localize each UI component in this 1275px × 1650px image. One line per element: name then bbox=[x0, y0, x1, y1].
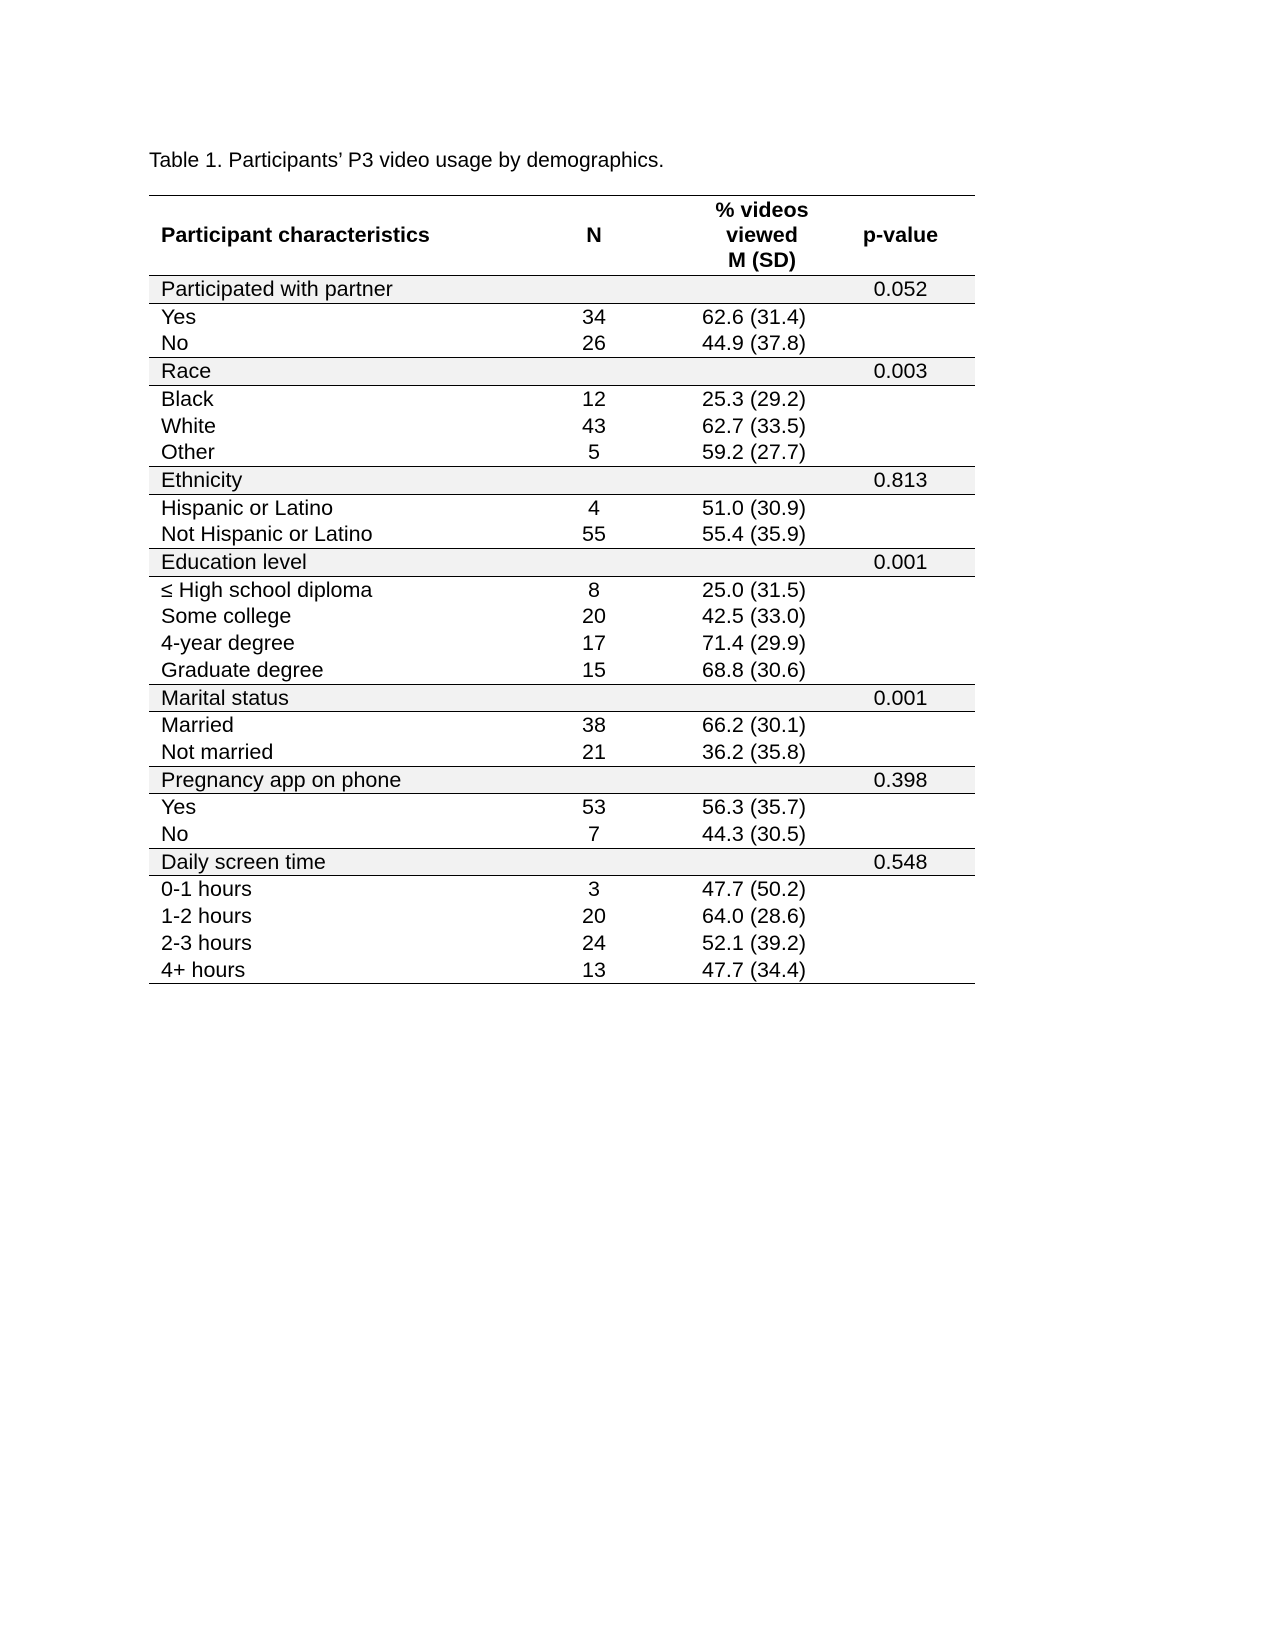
row-label: ≤ High school diploma bbox=[161, 577, 373, 602]
header-pct-line-1: % videos bbox=[715, 198, 809, 222]
row-p-value-cell bbox=[826, 903, 975, 930]
table-row bbox=[149, 603, 975, 630]
header-n: N bbox=[586, 223, 602, 247]
row-n: 17 bbox=[582, 631, 606, 656]
table-caption: Table 1. Participants’ P3 video usage by demographics. bbox=[149, 149, 665, 172]
row-p-value-cell bbox=[826, 930, 975, 957]
table-row bbox=[149, 439, 975, 466]
group-label: Pregnancy app on phone bbox=[161, 767, 402, 792]
row-n: 7 bbox=[588, 822, 600, 847]
row-p-value-cell bbox=[826, 521, 975, 548]
row-n: 53 bbox=[582, 795, 606, 820]
row-n: 12 bbox=[582, 386, 606, 411]
row-p-value-cell bbox=[826, 494, 975, 521]
table-row bbox=[149, 657, 975, 684]
row-pct-videos-viewed: 59.2 (27.7) bbox=[702, 440, 806, 465]
group-pct-cell bbox=[668, 848, 826, 876]
row-pct-videos-viewed: 47.7 (50.2) bbox=[702, 877, 806, 902]
row-label: 4+ hours bbox=[161, 957, 246, 982]
row-label: Yes bbox=[161, 795, 197, 820]
header-participant-characteristics: Participant characteristics bbox=[161, 223, 430, 247]
table-row bbox=[149, 794, 975, 821]
row-n: 4 bbox=[588, 495, 600, 520]
row-n: 5 bbox=[588, 440, 600, 465]
row-label: 2-3 hours bbox=[161, 930, 252, 955]
header-pct-line-3: M (SD) bbox=[727, 248, 797, 272]
group-n-cell bbox=[520, 684, 668, 712]
row-p-value-cell bbox=[826, 712, 975, 739]
table-row bbox=[149, 330, 975, 357]
row-p-value-cell bbox=[826, 957, 975, 984]
table-row bbox=[149, 494, 975, 521]
row-pct-videos-viewed: 68.8 (30.6) bbox=[702, 657, 806, 682]
row-p-value-cell bbox=[826, 603, 975, 630]
row-n: 13 bbox=[582, 957, 606, 982]
group-n-cell bbox=[520, 276, 668, 304]
row-label: 4-year degree bbox=[161, 631, 295, 656]
row-p-value-cell bbox=[826, 876, 975, 903]
row-n: 21 bbox=[582, 739, 606, 764]
group-p-value: 0.813 bbox=[873, 467, 928, 492]
header-pct-line-2: viewed bbox=[726, 223, 798, 247]
row-p-value-cell bbox=[826, 657, 975, 684]
row-pct-videos-viewed: 44.3 (30.5) bbox=[702, 822, 806, 847]
table-row bbox=[149, 303, 975, 330]
row-label: 0-1 hours bbox=[161, 877, 252, 902]
row-pct-videos-viewed: 42.5 (33.0) bbox=[702, 604, 806, 629]
table-header-row bbox=[149, 196, 975, 276]
group-p-value: 0.548 bbox=[873, 849, 928, 874]
row-pct-videos-viewed: 36.2 (35.8) bbox=[702, 739, 806, 764]
group-p-value: 0.052 bbox=[873, 277, 928, 301]
row-n: 43 bbox=[582, 413, 606, 438]
table-group-row bbox=[149, 466, 975, 494]
group-label: Education level bbox=[161, 550, 307, 575]
table-row bbox=[149, 821, 975, 848]
table-group-row bbox=[149, 549, 975, 577]
table-group-row bbox=[149, 766, 975, 794]
group-label: Daily screen time bbox=[161, 849, 326, 874]
row-n: 15 bbox=[582, 657, 606, 682]
table-group-row bbox=[149, 684, 975, 712]
row-pct-videos-viewed: 66.2 (30.1) bbox=[702, 713, 806, 738]
group-p-value: 0.001 bbox=[873, 550, 928, 575]
table-group-row bbox=[149, 848, 975, 876]
demographics-table bbox=[149, 195, 975, 984]
row-n: 20 bbox=[582, 604, 606, 629]
group-p-value: 0.001 bbox=[873, 685, 928, 710]
row-pct-videos-viewed: 62.7 (33.5) bbox=[702, 413, 806, 438]
row-label: Graduate degree bbox=[161, 657, 324, 682]
table-row bbox=[149, 903, 975, 930]
group-p-value: 0.003 bbox=[873, 359, 928, 384]
row-n: 3 bbox=[588, 877, 600, 902]
row-p-value-cell bbox=[826, 739, 975, 766]
row-pct-videos-viewed: 51.0 (30.9) bbox=[702, 495, 806, 520]
group-label: Participated with partner bbox=[161, 277, 393, 301]
row-label: Some college bbox=[161, 604, 292, 629]
group-label: Ethnicity bbox=[161, 467, 243, 492]
table-row bbox=[149, 957, 975, 984]
group-pct-cell bbox=[668, 766, 826, 794]
group-n-cell bbox=[520, 549, 668, 577]
row-n: 34 bbox=[582, 304, 606, 329]
table-row bbox=[149, 930, 975, 957]
row-n: 8 bbox=[588, 577, 600, 602]
group-n-cell bbox=[520, 766, 668, 794]
row-pct-videos-viewed: 64.0 (28.6) bbox=[702, 904, 806, 929]
row-label: Not married bbox=[161, 739, 274, 764]
group-label: Marital status bbox=[161, 685, 289, 710]
row-pct-videos-viewed: 56.3 (35.7) bbox=[702, 795, 806, 820]
row-pct-videos-viewed: 52.1 (39.2) bbox=[702, 930, 806, 955]
row-label: Yes bbox=[161, 304, 197, 329]
table-row bbox=[149, 576, 975, 603]
row-pct-videos-viewed: 71.4 (29.9) bbox=[702, 631, 806, 656]
row-pct-videos-viewed: 44.9 (37.8) bbox=[702, 331, 806, 356]
group-pct-cell bbox=[668, 358, 826, 386]
row-p-value-cell bbox=[826, 330, 975, 357]
header-pct-videos-viewed bbox=[668, 196, 826, 276]
row-n: 38 bbox=[582, 713, 606, 738]
row-label: Married bbox=[161, 713, 234, 738]
row-pct-videos-viewed: 47.7 (34.4) bbox=[702, 957, 806, 982]
row-pct-videos-viewed: 62.6 (31.4) bbox=[702, 304, 806, 329]
row-pct-videos-viewed: 25.0 (31.5) bbox=[702, 577, 806, 602]
row-pct-videos-viewed: 55.4 (35.9) bbox=[702, 522, 806, 547]
row-p-value-cell bbox=[826, 439, 975, 466]
group-pct-cell bbox=[668, 466, 826, 494]
group-label: Race bbox=[161, 359, 212, 384]
table-group-row bbox=[149, 358, 975, 386]
row-p-value-cell bbox=[826, 385, 975, 412]
row-n: 20 bbox=[582, 904, 606, 929]
row-label: Hispanic or Latino bbox=[161, 495, 334, 520]
row-label: 1-2 hours bbox=[161, 904, 252, 929]
table-row bbox=[149, 413, 975, 440]
row-p-value-cell bbox=[826, 794, 975, 821]
row-n: 24 bbox=[582, 930, 606, 955]
table-row bbox=[149, 739, 975, 766]
table-body bbox=[149, 276, 975, 984]
table-row bbox=[149, 876, 975, 903]
row-p-value-cell bbox=[826, 630, 975, 657]
group-n-cell bbox=[520, 848, 668, 876]
group-p-value: 0.398 bbox=[873, 767, 928, 792]
row-n: 55 bbox=[582, 522, 606, 547]
table-row bbox=[149, 630, 975, 657]
header-p-value: p-value bbox=[862, 223, 939, 247]
group-n-cell bbox=[520, 358, 668, 386]
row-label: White bbox=[161, 413, 216, 438]
row-label: Black bbox=[161, 386, 214, 411]
row-p-value-cell bbox=[826, 821, 975, 848]
row-label: No bbox=[161, 331, 189, 356]
group-pct-cell bbox=[668, 684, 826, 712]
row-n: 26 bbox=[582, 331, 606, 356]
row-label: Other bbox=[161, 440, 215, 465]
group-pct-cell bbox=[668, 276, 826, 304]
row-p-value-cell bbox=[826, 413, 975, 440]
table-group-row bbox=[149, 276, 975, 304]
table-row bbox=[149, 385, 975, 412]
group-n-cell bbox=[520, 466, 668, 494]
row-label: No bbox=[161, 822, 189, 847]
table-row bbox=[149, 712, 975, 739]
row-pct-videos-viewed: 25.3 (29.2) bbox=[702, 386, 806, 411]
row-p-value-cell bbox=[826, 576, 975, 603]
row-label: Not Hispanic or Latino bbox=[161, 522, 373, 547]
group-pct-cell bbox=[668, 549, 826, 577]
table-row bbox=[149, 521, 975, 548]
row-p-value-cell bbox=[826, 303, 975, 330]
